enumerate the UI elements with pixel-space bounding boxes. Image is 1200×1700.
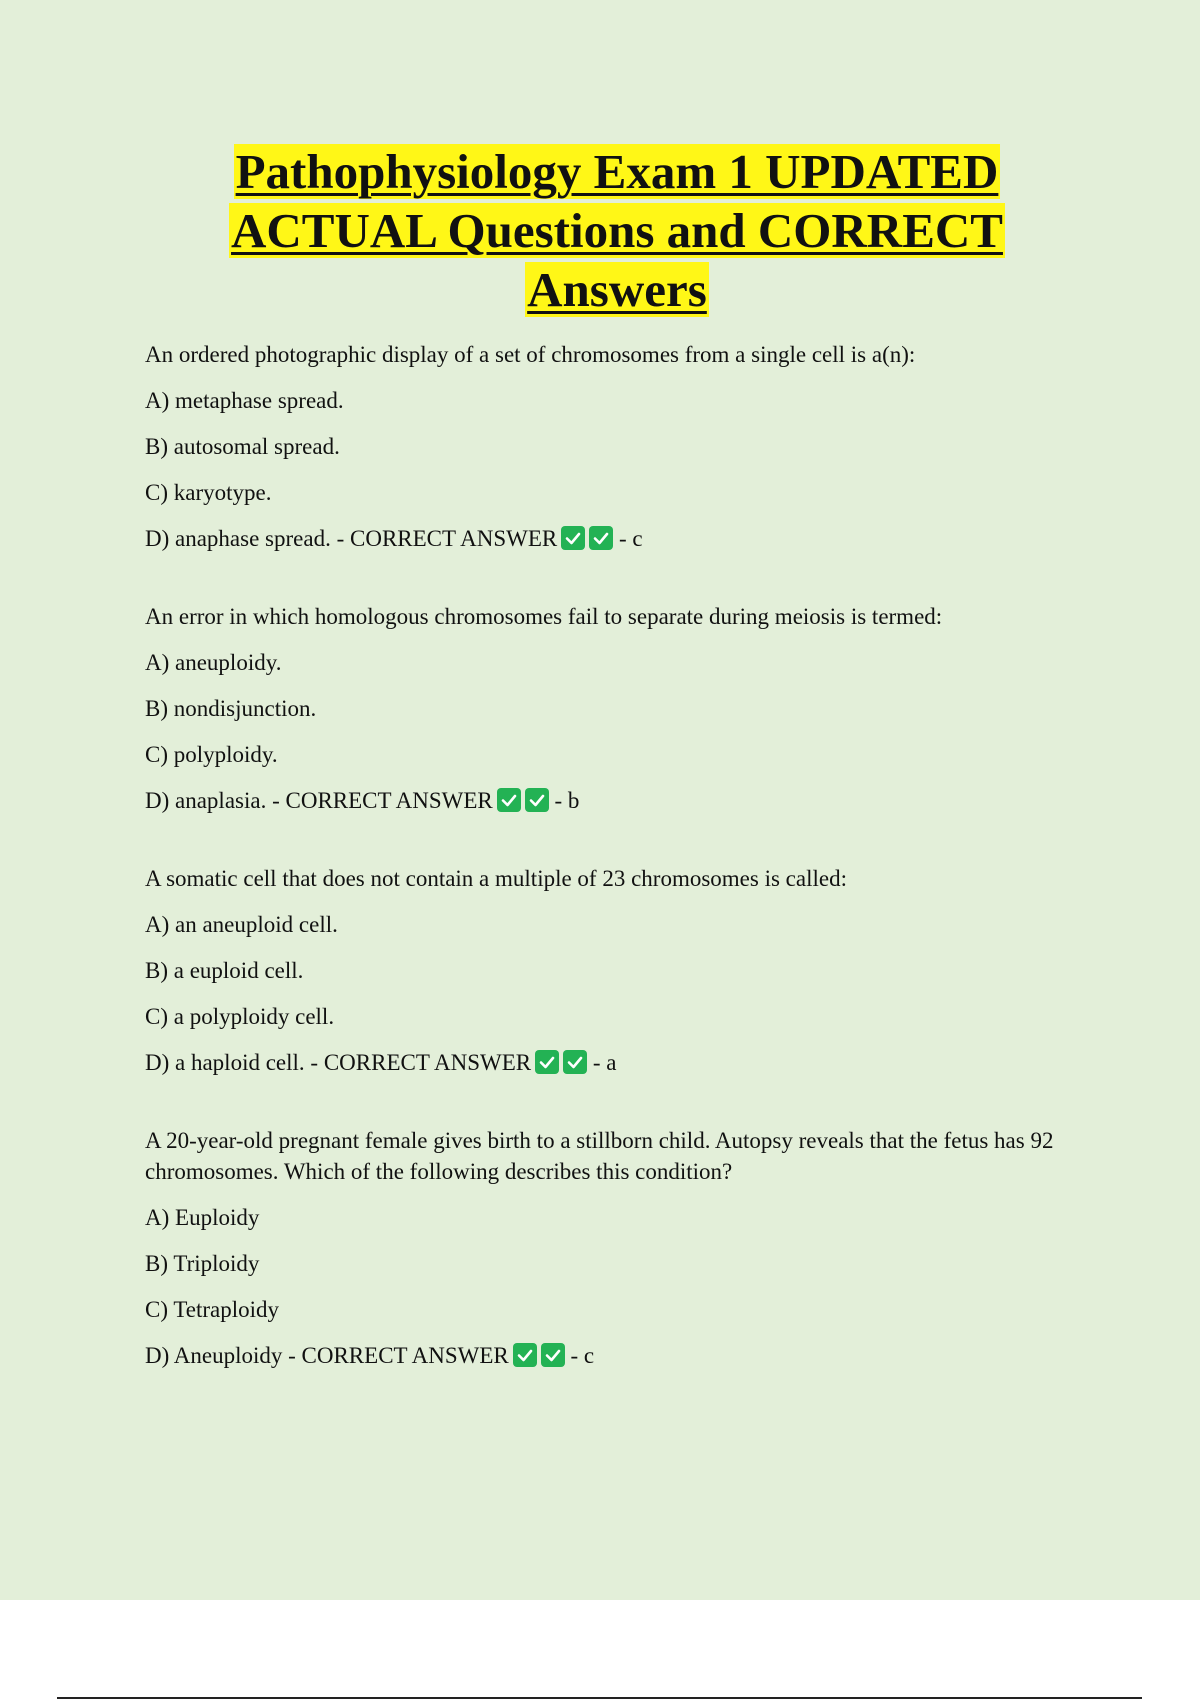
- answer-label: - CORRECT ANSWER: [272, 788, 493, 813]
- answer-label: - CORRECT ANSWER: [336, 526, 558, 551]
- question-block: [145, 863, 1085, 1078]
- check-mark-icon: [513, 1343, 537, 1367]
- option-d-with-answer: [145, 1340, 1085, 1371]
- option-c: C) karyotype.: [145, 480, 272, 505]
- document-title: [0, 142, 1200, 319]
- option-d: D) anaplasia.: [145, 788, 267, 813]
- check-mark-icon: [589, 526, 613, 550]
- answer-value: - c: [570, 1343, 595, 1368]
- option-d-with-answer: [145, 1047, 1085, 1078]
- option-b: B) a euploid cell.: [145, 958, 304, 983]
- option-a: A) aneuploidy.: [145, 650, 282, 675]
- question-block: [145, 1125, 1085, 1371]
- option-d: D) anaphase spread.: [145, 526, 331, 551]
- check-mark-icon: [535, 1050, 559, 1074]
- option-a: A) metaphase spread.: [145, 388, 344, 413]
- question-block: [145, 339, 1085, 554]
- question-list: [145, 339, 1085, 1418]
- answer-value: - a: [592, 1050, 617, 1075]
- check-mark-icon: [563, 1050, 587, 1074]
- option-c: C) polyploidy.: [145, 742, 278, 767]
- check-mark-icon: [497, 788, 521, 812]
- answer-value: - b: [554, 788, 580, 813]
- question-text: An ordered photographic display of a set of chromosomes from a single cell is a(n):: [145, 342, 916, 367]
- option-b: B) Triploidy: [145, 1251, 260, 1276]
- option-d-with-answer: [145, 785, 1085, 816]
- option-b: B) autosomal spread.: [145, 434, 340, 459]
- question-text: A somatic cell that does not contain a multiple of 23 chromosomes is called:: [145, 866, 847, 891]
- question-text: A 20-year-old pregnant female gives birth to a stillborn child. Autopsy reveals that the fetus has 92 chromosomes. Which of the following describes this condition?: [145, 1128, 1054, 1184]
- option-b: B) nondisjunction.: [145, 696, 317, 721]
- answer-label: - CORRECT ANSWER: [310, 1050, 532, 1075]
- title-line-1: Pathophysiology Exam 1 UPDATED: [235, 144, 999, 199]
- option-d-with-answer: [145, 523, 1085, 554]
- option-d: D) Aneuploidy: [145, 1343, 283, 1368]
- option-a: A) Euploidy: [145, 1205, 260, 1230]
- option-c: C) a polyploidy cell.: [145, 1004, 335, 1029]
- check-mark-icon: [525, 788, 549, 812]
- answer-value: - c: [619, 526, 643, 551]
- option-d: D) a haploid cell.: [145, 1050, 305, 1075]
- question-text: An error in which homologous chromosomes fail to separate during meiosis is termed:: [145, 604, 943, 629]
- option-a: A) an aneuploid cell.: [145, 912, 338, 937]
- title-line-3: Answers: [527, 262, 707, 317]
- question-block: [145, 601, 1085, 816]
- footer-divider: [57, 1697, 1142, 1699]
- check-mark-icon: [541, 1343, 565, 1367]
- option-c: C) Tetraploidy: [145, 1297, 280, 1322]
- check-mark-icon: [561, 526, 585, 550]
- title-line-2: ACTUAL Questions and CORRECT: [231, 203, 1003, 258]
- answer-label: - CORRECT ANSWER: [288, 1343, 509, 1368]
